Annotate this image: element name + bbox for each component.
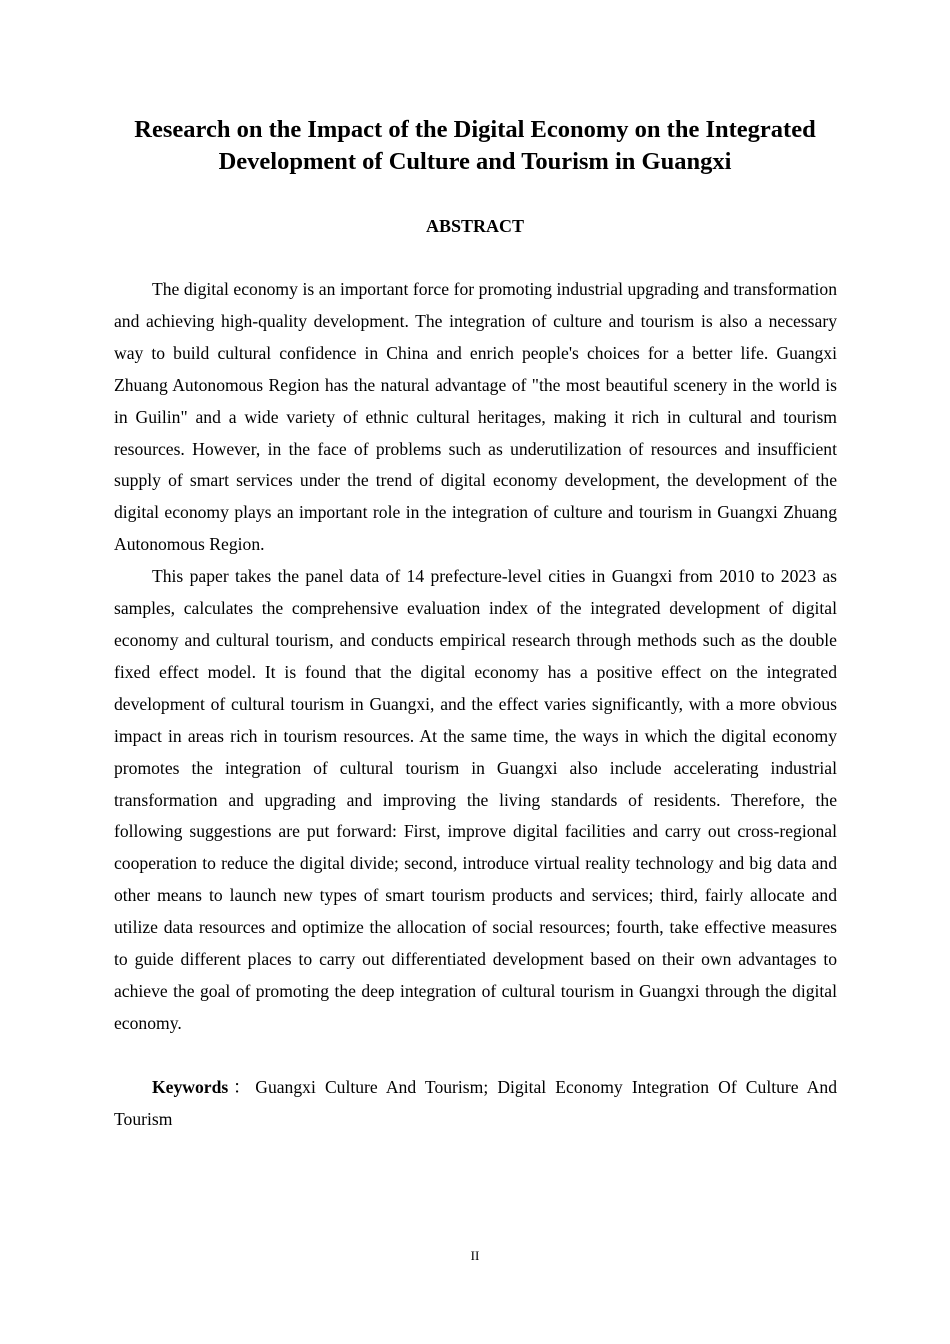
keywords-separator: ： xyxy=(228,1077,256,1097)
keywords-line xyxy=(114,1072,837,1136)
abstract-body xyxy=(114,274,837,1040)
page-title: Research on the Impact of the Digital Economy on the Integrated Development of Culture and Tourism in Guangxi xyxy=(134,116,816,175)
abstract-paragraph-1: The digital economy is an important force for promoting industrial upgrading and transformation and achieving high-quality development. The integration of culture and tourism is also a necessary way to build cultural confidence in China and enrich people's choices for a better life. Guangxi Zhuang Autonomous Region has the natural advantage of "the most beautiful scenery in the world is in Guilin" and a wide variety of ethnic cultural heritages, making it rich in cultural and tourism resources. However, in the face of problems such as underutilization of resources and insufficient supply of smart services under the trend of digital economy development, the development of the digital economy plays an important role in the integration of culture and tourism in Guangxi Zhuang Autonomous Region. xyxy=(114,279,837,555)
keywords-label: Keywords xyxy=(152,1077,229,1097)
keywords-text: Guangxi Culture And Tourism; Digital Economy Integration Of Culture And Tourism xyxy=(114,1077,837,1129)
abstract-paragraph-2: This paper takes the panel data of 14 prefecture-level cities in Guangxi from 2010 to 2023 as samples, calculates the comprehensive evaluation index of the integrated development of digital economy and cultural tourism, and conducts empirical research through methods such as the double fixed effect model. It is found that the digital economy has a positive effect on the integrated development of cultural tourism in Guangxi, and the effect varies significantly, with a more obvious impact in areas rich in tourism resources. At the same time, the ways in which the digital economy promotes the integration of cultural tourism in Guangxi also include accelerating industrial transformation and upgrading and improving the living standards of residents. Therefore, the following suggestions are put forward: First, improve digital facilities and carry out cross-regional cooperation to reduce the digital divide; second, introduce virtual reality technology and big data and other means to launch new types of smart tourism products and services; third, fairly allocate and utilize data resources and optimize the allocation of social resources; fourth, take effective measures to guide different places to carry out differentiated development based on their own advantages to achieve the goal of promoting the deep integration of cultural tourism in Guangxi through the digital economy. xyxy=(114,566,837,1033)
abstract-heading: ABSTRACT xyxy=(425,216,525,236)
page-number: II xyxy=(470,1248,480,1263)
